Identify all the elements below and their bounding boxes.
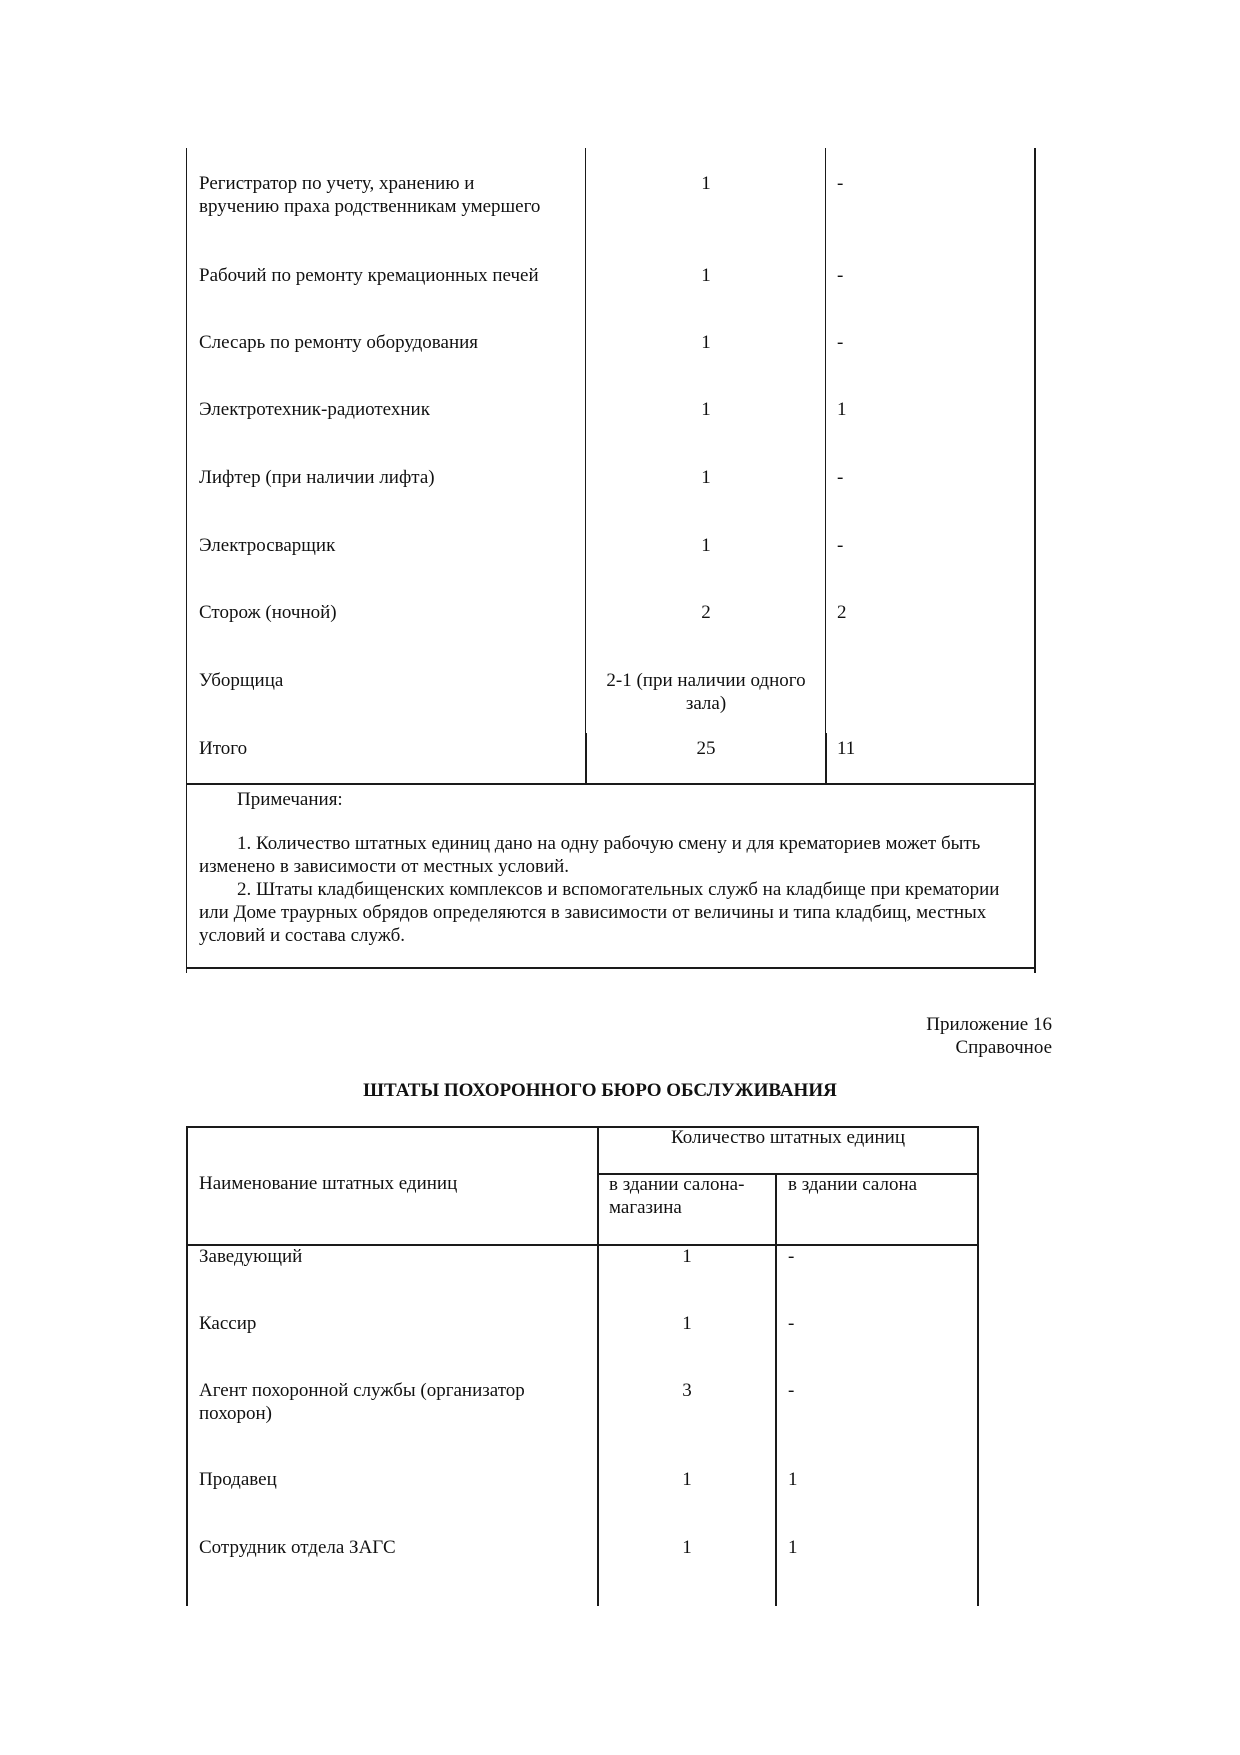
quantity-salon-shop: 1 [682,1246,692,1267]
staff-name: Кассир [199,1313,257,1334]
quantity-other: - [837,467,844,488]
staff-name-line: похорон) [199,1403,272,1424]
staff-name [199,1379,589,1425]
staff-name: Рабочий по ремонту кремационных печей [199,265,539,286]
note-item: 2. Штаты кладбищенских комплексов и вспомогательных служб на кладбище при крематории или Доме траурных обрядов определяются в зависимости от величины и типа кладбищ, местных условий и состава служб. [199,879,1000,946]
staff-name: Уборщица [199,670,284,691]
quantity-salon: - [788,1380,795,1401]
quantity-crematorium: 1 [701,399,711,420]
quantity-salon-shop: 1 [682,1469,692,1490]
quantity-salon: - [788,1313,795,1334]
table1-total-bottom-border [186,783,1036,785]
notes-heading: Примечания: [237,789,343,810]
table1-col-divider-1-total [585,733,587,785]
table1-bottom-border [186,967,1036,969]
quantity-other: - [837,332,844,353]
table2-right-border [977,1126,979,1606]
page-title: ШТАТЫ ПОХОРОННОГО БЮРО ОБСЛУЖИВАНИЯ [363,1080,837,1101]
quantity-other: - [837,535,844,556]
staff-name: Продавец [199,1469,277,1490]
quantity-salon-shop: 3 [682,1380,692,1401]
quantity-crematorium: 1 [701,467,711,488]
appendix-type: Справочное [955,1037,1052,1058]
quantity-crematorium: 1 [701,535,711,556]
column-header-group: Количество штатных единиц [670,1127,906,1148]
quantity-crematorium [588,669,824,715]
table1-notes [199,788,1025,947]
staff-name [199,172,579,218]
note-item: 1. Количество штатных единиц дано на одну рабочую смену и для крематориев может быть изменено в зависимости от местных условий. [199,833,981,877]
staff-name: Сторож (ночной) [199,602,337,623]
total-other: 11 [837,738,856,759]
appendix-label: Приложение 16 [926,1014,1052,1035]
quantity-crematorium: 1 [701,332,711,353]
total-crematorium: 25 [696,738,716,759]
header-line: магазина [609,1197,682,1218]
quantity-salon: - [788,1246,795,1267]
table2-col-divider-1 [597,1126,599,1606]
quantity-other: 2 [837,602,847,623]
quantity-salon-shop: 1 [682,1537,692,1558]
quantity-crematorium: 1 [701,173,711,194]
quantity-line: зала) [685,693,727,714]
total-label: Итого [199,738,248,759]
header-line: в здании салона- [609,1174,745,1195]
quantity-salon: 1 [788,1469,798,1490]
column-header-salon-shop [609,1173,744,1219]
table1-right-border [1034,148,1036,973]
quantity-other: - [837,265,844,286]
staff-name-line: Регистратор по учету, хранению и [199,173,475,194]
table1-col-divider-1 [585,148,586,733]
table1-left-border [186,148,187,973]
staff-name: Лифтер (при наличии лифта) [199,467,435,488]
quantity-crematorium: 1 [701,265,711,286]
column-header-salon: в здании салона [788,1174,918,1195]
staff-name-line: вручению праха родственникам умершего [199,196,541,217]
staff-name: Электросварщик [199,535,336,556]
quantity-crematorium: 2 [701,602,711,623]
quantity-other: - [837,173,844,194]
table1-col-divider-2-total [825,733,827,785]
table2-left-border [186,1126,188,1606]
quantity-line: 2-1 (при наличии одного [606,670,806,691]
table2-col-divider-2 [775,1173,777,1606]
staff-name-line: Агент похоронной службы (организатор [199,1380,525,1401]
quantity-salon: 1 [788,1537,798,1558]
staff-name: Слесарь по ремонту оборудования [199,332,479,353]
table1-col-divider-2 [825,148,826,733]
staff-name: Сотрудник отдела ЗАГС [199,1537,396,1558]
column-header-name: Наименование штатных единиц [199,1173,458,1194]
staff-name: Электротехник-радиотехник [199,399,430,420]
quantity-other: 1 [837,399,847,420]
staff-name: Заведующий [199,1246,303,1267]
quantity-salon-shop: 1 [682,1313,692,1334]
